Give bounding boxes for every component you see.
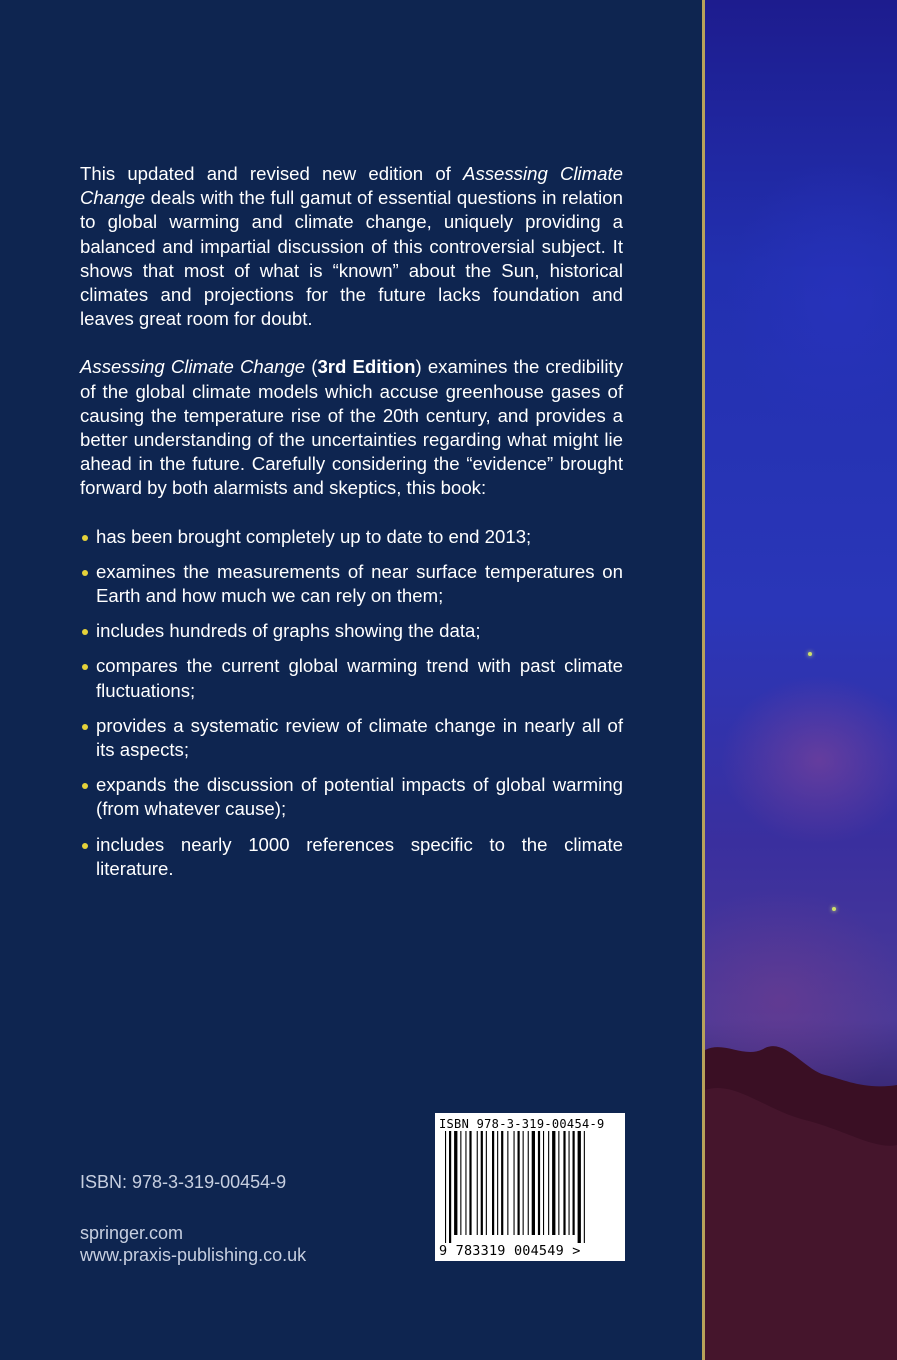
barcode-bar — [573, 1131, 575, 1235]
list-item: has been brought completely up to date to end 2013; — [80, 525, 623, 549]
barcode-bar — [514, 1131, 515, 1235]
barcode-bar — [548, 1131, 549, 1235]
isbn-barcode — [435, 1113, 625, 1261]
star-dot — [832, 907, 836, 911]
description-text — [80, 162, 623, 892]
list-item: includes nearly 1000 references specific to the climate literature. — [80, 833, 623, 881]
barcode-bar — [523, 1131, 524, 1235]
barcode-bar — [578, 1131, 581, 1243]
barcode-bar — [501, 1131, 503, 1235]
feature-list — [80, 525, 623, 881]
barcode-bar — [552, 1131, 555, 1235]
barcode-bar — [469, 1131, 471, 1235]
bullet-icon — [82, 629, 88, 635]
springer-link[interactable]: springer.com — [80, 1223, 184, 1243]
barcode-bar — [518, 1131, 520, 1235]
barcode-bar — [497, 1131, 498, 1235]
bullet-icon — [82, 724, 88, 730]
edition-label: 3rd Edition — [317, 356, 416, 378]
star-dot — [808, 652, 812, 656]
bullet-icon — [82, 843, 88, 849]
book-title: Assessing Climate Change — [80, 163, 624, 209]
barcode-bar — [569, 1131, 570, 1235]
list-item: includes hundreds of graphs showing the data; — [80, 619, 623, 643]
description-paragraph-1: This updated and revised new edition of Assessing Climate Change deals with the full gamut of essential questions in relation to global warming and climate change, uniquely providing a balanced and impartial discussion of this controversial subject. It shows that most of what is “known” about the Sun, historical climates and projections for the future lacks foundation and leaves great room for doubt. — [80, 163, 624, 330]
isbn-text: ISBN: 978-3-319-00454-9 — [80, 1172, 287, 1192]
barcode-bar — [543, 1131, 544, 1235]
bullet-icon — [82, 664, 88, 670]
description-paragraph-2: Assessing Climate Change (3rd Edition) examines the credibility of the global climate models which accuse greenhouse gases of causing the temperature rise of the 20th century, and provides a better understanding of the uncertainties regarding what might lie ahead in the future. Carefully considering the “evidence” brought forward by both alarmists and skeptics, this book: — [80, 356, 623, 499]
barcode-bar — [528, 1131, 529, 1235]
barcode-bar — [507, 1131, 508, 1235]
barcode-bar — [558, 1131, 559, 1235]
bullet-icon — [82, 783, 88, 789]
barcode-bar — [454, 1131, 457, 1235]
barcode-bar — [449, 1131, 451, 1243]
barcode-number: 9 783319 004549 > — [439, 1243, 581, 1259]
barcode-bar — [460, 1131, 461, 1235]
barcode-bar — [486, 1131, 487, 1235]
barcode-bar — [445, 1131, 446, 1243]
list-item: compares the current global warming trend with past climate fluctuations; — [80, 654, 623, 702]
bullet-icon — [82, 535, 88, 541]
barcode-bar — [538, 1131, 540, 1235]
praxis-link[interactable]: www.praxis-publishing.co.uk — [80, 1245, 307, 1265]
book-title: Assessing Climate Change — [80, 356, 306, 378]
list-item: provides a systematic review of climate change in nearly all of its aspects; — [80, 714, 623, 762]
barcode-bar — [492, 1131, 494, 1235]
publisher-links — [80, 1222, 306, 1266]
list-item: expands the discussion of potential impacts of global warming (from whatever cause); — [80, 773, 623, 821]
barcode-bar — [481, 1131, 483, 1235]
barcode-bar — [465, 1131, 466, 1235]
barcode-bar — [532, 1131, 535, 1235]
barcode-isbn-label: ISBN 978-3-319-00454-9 — [439, 1117, 605, 1131]
hill-silhouette — [705, 1030, 897, 1360]
list-item: examines the measurements of near surface temperatures on Earth and how much we can rely on them; — [80, 560, 623, 608]
barcode-bar — [584, 1131, 585, 1243]
barcode-bar — [477, 1131, 478, 1235]
bullet-icon — [82, 570, 88, 576]
barcode-bars — [439, 1131, 621, 1243]
barcode-bar — [563, 1131, 565, 1235]
